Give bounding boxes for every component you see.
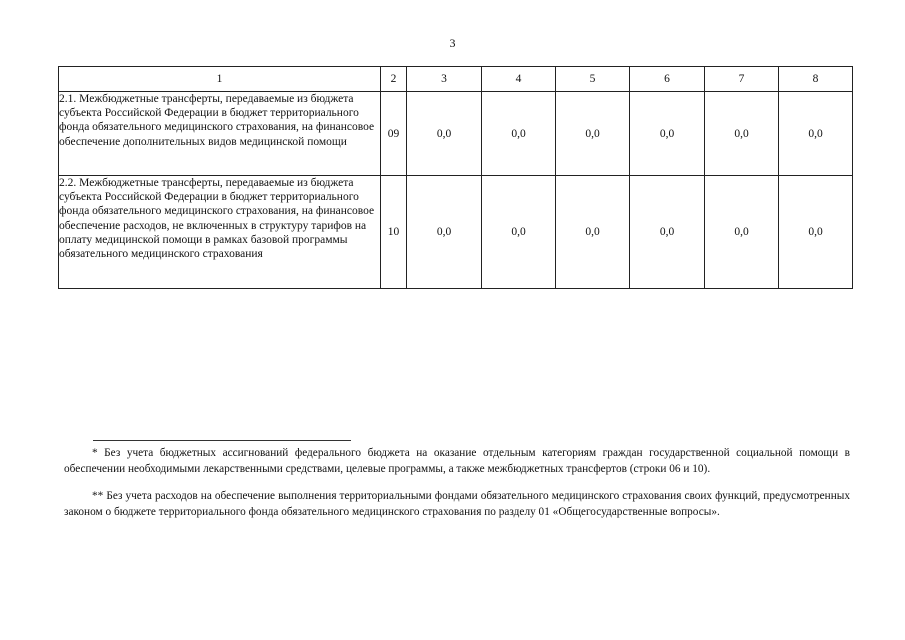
- row-value: 0,0: [482, 176, 556, 289]
- table-row: [59, 92, 853, 176]
- row-value: 0,0: [630, 176, 705, 289]
- table-header-row: [59, 67, 853, 92]
- row-value: 0,0: [779, 92, 853, 176]
- row-value: 0,0: [407, 176, 482, 289]
- row-description: 2.1. Межбюджетные трансферты, передаваемые из бюджета субъекта Российской Федерации в бюджет территориального фонда обязательного медицинского страхования, на финансовое обеспечение дополнительных видов медицинской помощи: [59, 92, 381, 176]
- table-row: [59, 176, 853, 289]
- column-header: 8: [779, 67, 853, 92]
- footnote-divider: [93, 440, 351, 441]
- footnote-double-asterisk: ** Без учета расходов на обеспечение выполнения территориальными фондами обязательного медицинского страхования своих функций, предусмотренных законом о бюджете территориального фонда обязательного медицинского страхования по разделу 01 «Общегосударственные вопросы».: [64, 490, 850, 518]
- row-value: 0,0: [407, 92, 482, 176]
- column-header: 2: [381, 67, 407, 92]
- row-value: 0,0: [630, 92, 705, 176]
- row-value: 0,0: [556, 92, 630, 176]
- column-header: 1: [59, 67, 381, 92]
- row-code: 09: [381, 92, 407, 176]
- column-header: 6: [630, 67, 705, 92]
- footnote-single-asterisk: * Без учета бюджетных ассигнований федерального бюджета на оказание отдельным категориям граждан государственной социальной помощи в обеспечении необходимыми лекарственными средствами, целевые программы, а также межбюджетных трансфертов (строки 06 и 10).: [64, 447, 850, 475]
- column-header: 5: [556, 67, 630, 92]
- column-header: 4: [482, 67, 556, 92]
- row-description: 2.2. Межбюджетные трансферты, передаваемые из бюджета субъекта Российской Федерации в бюджет территориального фонда обязательного медицинского страхования, на финансовое обеспечение расходов, не включенных в структуру тарифов на оплату медицинской помощи в рамках базовой программы обязательного медицинского страхования: [59, 176, 381, 289]
- budget-table: [58, 66, 853, 289]
- page-number: 3: [449, 36, 456, 50]
- row-value: 0,0: [705, 92, 779, 176]
- row-code: 10: [381, 176, 407, 289]
- column-header: 7: [705, 67, 779, 92]
- row-value: 0,0: [705, 176, 779, 289]
- row-value: 0,0: [779, 176, 853, 289]
- column-header: 3: [407, 67, 482, 92]
- row-value: 0,0: [556, 176, 630, 289]
- row-value: 0,0: [482, 92, 556, 176]
